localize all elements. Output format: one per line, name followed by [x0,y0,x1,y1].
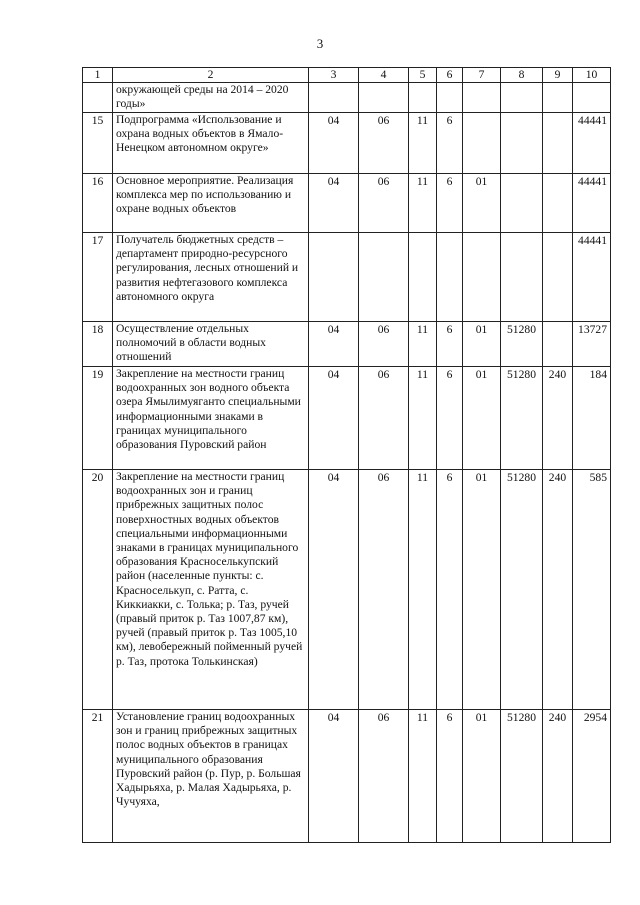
cell-col3: 04 [309,113,359,174]
cell-col7 [463,233,501,322]
cell-col6: 6 [437,470,463,710]
row-number: 21 [83,710,113,843]
cell-col8: 51280 [501,470,543,710]
cell-col6 [437,83,463,113]
cell-col10: 13727 [573,322,611,367]
cell-col9 [543,174,573,233]
cell-col3 [309,233,359,322]
cell-col7 [463,113,501,174]
cell-col9 [543,83,573,113]
cell-col3: 04 [309,470,359,710]
cell-col5 [409,83,437,113]
row-name: Получатель бюджетных средств – департамент природно-ресурсного регулирования, лесных отношений и развития нефтегазового комплекса автономного округа [113,233,309,322]
cell-col6 [437,233,463,322]
cell-col8: 51280 [501,367,543,470]
cell-col10: 44441 [573,233,611,322]
cell-col5 [409,233,437,322]
table-row [83,367,611,470]
cell-col3: 04 [309,322,359,367]
row-number [83,83,113,113]
cell-col3: 04 [309,710,359,843]
cell-col7: 01 [463,322,501,367]
cell-col4: 06 [359,367,409,470]
row-name: Подпрограмма «Использование и охрана водных объектов в Ямало-Ненецком автономном округе» [113,113,309,174]
cell-col10: 184 [573,367,611,470]
table-row [83,322,611,367]
cell-col3: 04 [309,174,359,233]
table-row [83,83,611,113]
cell-col9: 240 [543,470,573,710]
header-cell: 10 [573,68,611,83]
cell-col9 [543,113,573,174]
cell-col6: 6 [437,710,463,843]
cell-col10 [573,83,611,113]
table-row [83,710,611,843]
cell-col3 [309,83,359,113]
row-number: 20 [83,470,113,710]
row-name: Закрепление на местности границ водоохранных зон водного объекта озера Ямылимуяганто специальными информационными знаками в границах муниципального образования Пуровский район [113,367,309,470]
cell-col5: 11 [409,367,437,470]
budget-table [82,67,611,843]
cell-col4: 06 [359,322,409,367]
row-name: Установление границ водоохранных зон и границ прибрежных защитных полос водных объектов в границах муниципального образования Пуровский район (р. Пур, р. Большая Хадырьяха, р. Малая Хадырьяха, р. Чучуяха, [113,710,309,843]
cell-col10: 585 [573,470,611,710]
cell-col8: 51280 [501,322,543,367]
cell-col4: 06 [359,710,409,843]
cell-col7: 01 [463,367,501,470]
cell-col9 [543,322,573,367]
cell-col10: 44441 [573,113,611,174]
row-number: 19 [83,367,113,470]
cell-col4: 06 [359,470,409,710]
table-row [83,113,611,174]
table-row [83,174,611,233]
row-name: окружающей среды на 2014 – 2020 годы» [113,83,309,113]
header-cell: 6 [437,68,463,83]
row-name: Закрепление на местности границ водоохранных зон и границ прибрежных защитных полос поверхностных водных объектов специальными информационными знаками в границах муниципального образования Красноселькупский район (населенные пункты: с. Красноселькуп, с. Ратта, с. Киккиакки, с. Толька; р. Таз, ручей (правый приток р. Таз 1007,87 км), ручей (правый приток р. Таз 1005,10 км), левобережный пойменный ручей р. Таз, протока Толькинская) [113,470,309,710]
header-cell: 3 [309,68,359,83]
cell-col8 [501,174,543,233]
cell-col9: 240 [543,710,573,843]
table-row [83,470,611,710]
cell-col6: 6 [437,113,463,174]
cell-col5: 11 [409,470,437,710]
cell-col7: 01 [463,470,501,710]
table-header-row [83,68,611,83]
cell-col5: 11 [409,113,437,174]
cell-col6: 6 [437,174,463,233]
header-cell: 5 [409,68,437,83]
table-row [83,233,611,322]
cell-col4: 06 [359,174,409,233]
cell-col5: 11 [409,174,437,233]
cell-col8 [501,83,543,113]
row-number: 17 [83,233,113,322]
header-cell: 7 [463,68,501,83]
header-cell: 9 [543,68,573,83]
cell-col9: 240 [543,367,573,470]
cell-col8: 51280 [501,710,543,843]
cell-col10: 2954 [573,710,611,843]
header-cell: 1 [83,68,113,83]
cell-col6: 6 [437,322,463,367]
page-number: 3 [316,36,324,51]
row-name: Основное мероприятие. Реализация комплекса мер по использованию и охране водных объектов [113,174,309,233]
cell-col4 [359,83,409,113]
cell-col7: 01 [463,710,501,843]
header-cell: 4 [359,68,409,83]
cell-col10: 44441 [573,174,611,233]
cell-col3: 04 [309,367,359,470]
cell-col6: 6 [437,367,463,470]
cell-col8 [501,113,543,174]
cell-col8 [501,233,543,322]
row-name: Осуществление отдельных полномочий в области водных отношений [113,322,309,367]
cell-col5: 11 [409,322,437,367]
row-number: 16 [83,174,113,233]
row-number: 18 [83,322,113,367]
cell-col7: 01 [463,174,501,233]
cell-col5: 11 [409,710,437,843]
cell-col4 [359,233,409,322]
cell-col7 [463,83,501,113]
cell-col4: 06 [359,113,409,174]
row-number: 15 [83,113,113,174]
header-cell: 2 [113,68,309,83]
header-cell: 8 [501,68,543,83]
cell-col9 [543,233,573,322]
